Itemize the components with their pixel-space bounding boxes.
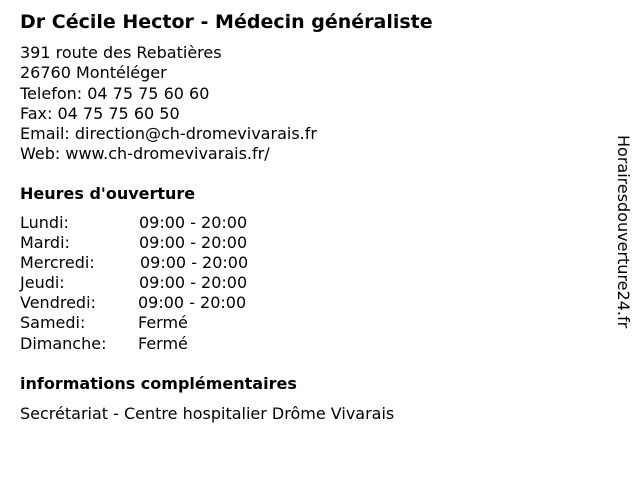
contact-details	[20, 43, 317, 165]
opening-hours-heading: Heures d'ouverture	[20, 184, 196, 203]
hours-day: Jeudi:	[20, 273, 65, 293]
hours-time: Fermé	[138, 333, 188, 353]
hours-day: Lundi:	[20, 213, 69, 232]
phone-number: Telefon: 04 75 75 60 60	[20, 83, 210, 103]
address-street: 391 route des Rebatières	[20, 43, 222, 62]
hours-time: Fermé	[138, 313, 188, 333]
additional-info-text: Secrétariat - Centre hospitalier Drôme Vivarais	[20, 404, 395, 423]
page-title: Dr Cécile Hector - Médecin généraliste	[20, 11, 433, 33]
hours-day: Samedi:	[20, 313, 86, 333]
hours-day: Mardi:	[20, 233, 70, 253]
hours-day: Mercredi:	[20, 253, 95, 273]
hours-day: Dimanche:	[20, 333, 107, 353]
additional-info-heading: informations complémentaires	[20, 374, 297, 393]
fax-number: Fax: 04 75 75 60 50	[20, 103, 180, 123]
hours-time: 09:00 - 20:00	[140, 253, 249, 273]
hours-day: Vendredi:	[20, 293, 96, 313]
email-address: Email: direction@ch-dromevivarais.fr	[20, 124, 317, 144]
site-watermark: Horairesdouverture24.fr	[614, 135, 633, 329]
hours-time: 09:00 - 20:00	[139, 233, 248, 253]
hours-time: 09:00 - 20:00	[139, 213, 248, 232]
hours-time: 09:00 - 20:00	[138, 293, 247, 313]
address-city: 26760 Montéléger	[20, 63, 167, 83]
website-url: Web: www.ch-dromevivarais.fr/	[20, 144, 270, 164]
hours-time: 09:00 - 20:00	[139, 273, 248, 293]
